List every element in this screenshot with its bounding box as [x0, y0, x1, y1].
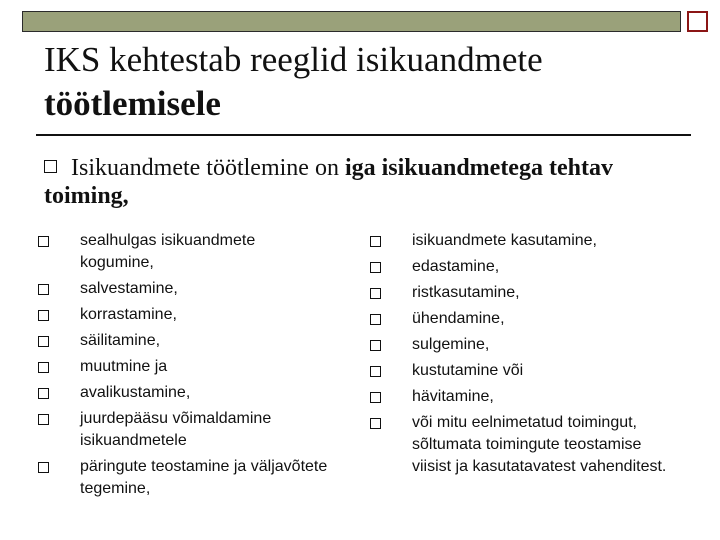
square-bullet-icon — [38, 388, 49, 399]
list-item-text: või mitu eelnimetatud toimingut, sõltumata toimingute teostamise viisist ja kasutatavatest vahenditest. — [412, 414, 667, 475]
list-item-text: salvestamine, — [80, 280, 178, 297]
square-bullet-icon — [38, 462, 49, 473]
list-item — [38, 356, 328, 378]
left-bullet-list — [38, 230, 328, 504]
list-item — [38, 304, 328, 326]
list-item-text: päringute teostamine ja väljavõtete tegemine, — [80, 458, 328, 497]
list-item-text: ühendamine, — [412, 310, 505, 327]
list-item — [38, 230, 328, 274]
square-bullet-icon — [38, 414, 49, 425]
list-item-text: juurdepääsu võimaldamine isikuandmetele — [80, 410, 272, 449]
list-item — [38, 456, 328, 500]
corner-square-icon — [687, 11, 708, 32]
header-decor-bar — [22, 11, 681, 32]
square-bullet-icon — [38, 236, 49, 247]
square-bullet-icon — [38, 362, 49, 373]
intro-normal-text: Isikuandmete töötlemine on — [71, 155, 345, 181]
list-item — [370, 230, 680, 252]
right-bullet-list — [370, 230, 680, 482]
square-bullet-icon — [370, 288, 381, 299]
square-bullet-icon — [370, 366, 381, 377]
list-item-text: säilitamine, — [80, 332, 161, 349]
list-item-text: avalikustamine, — [80, 384, 191, 401]
slide-title — [44, 38, 684, 126]
list-item — [370, 334, 680, 356]
list-item — [370, 386, 680, 408]
square-bullet-icon — [370, 392, 381, 403]
square-bullet-icon — [38, 336, 49, 347]
list-item-text: sealhulgas isikuandmete kogumine, — [80, 232, 256, 271]
list-item-text: hävitamine, — [412, 388, 494, 405]
list-item-text: korrastamine, — [80, 306, 177, 323]
list-item — [38, 278, 328, 300]
list-item-text: muutmine ja — [80, 358, 168, 375]
intro-bold-text: iga isikuandmetega tehtav toiming, — [44, 155, 613, 209]
square-bullet-icon — [370, 262, 381, 273]
square-bullet-icon — [38, 284, 49, 295]
list-item-text: edastamine, — [412, 258, 500, 275]
square-bullet-icon — [44, 160, 57, 173]
square-bullet-icon — [370, 236, 381, 247]
square-bullet-icon — [38, 310, 49, 321]
square-bullet-icon — [370, 340, 381, 351]
list-item — [370, 412, 680, 478]
list-item — [370, 308, 680, 330]
title-line-2: töötlemisele — [44, 84, 221, 123]
list-item — [370, 360, 680, 382]
list-item-text: ristkasutamine, — [412, 284, 520, 301]
list-item-text: kustutamine või — [412, 362, 524, 379]
list-item — [370, 256, 680, 278]
square-bullet-icon — [370, 314, 381, 325]
title-line-1: IKS kehtestab reeglid isikuandmete — [44, 40, 543, 79]
list-item — [38, 408, 328, 452]
list-item — [38, 330, 328, 352]
title-divider — [36, 134, 691, 136]
list-item — [38, 382, 328, 404]
square-bullet-icon — [370, 418, 381, 429]
list-item — [370, 282, 680, 304]
intro-paragraph — [44, 154, 684, 210]
list-item-text: isikuandmete kasutamine, — [412, 232, 597, 249]
list-item-text: sulgemine, — [412, 336, 490, 353]
